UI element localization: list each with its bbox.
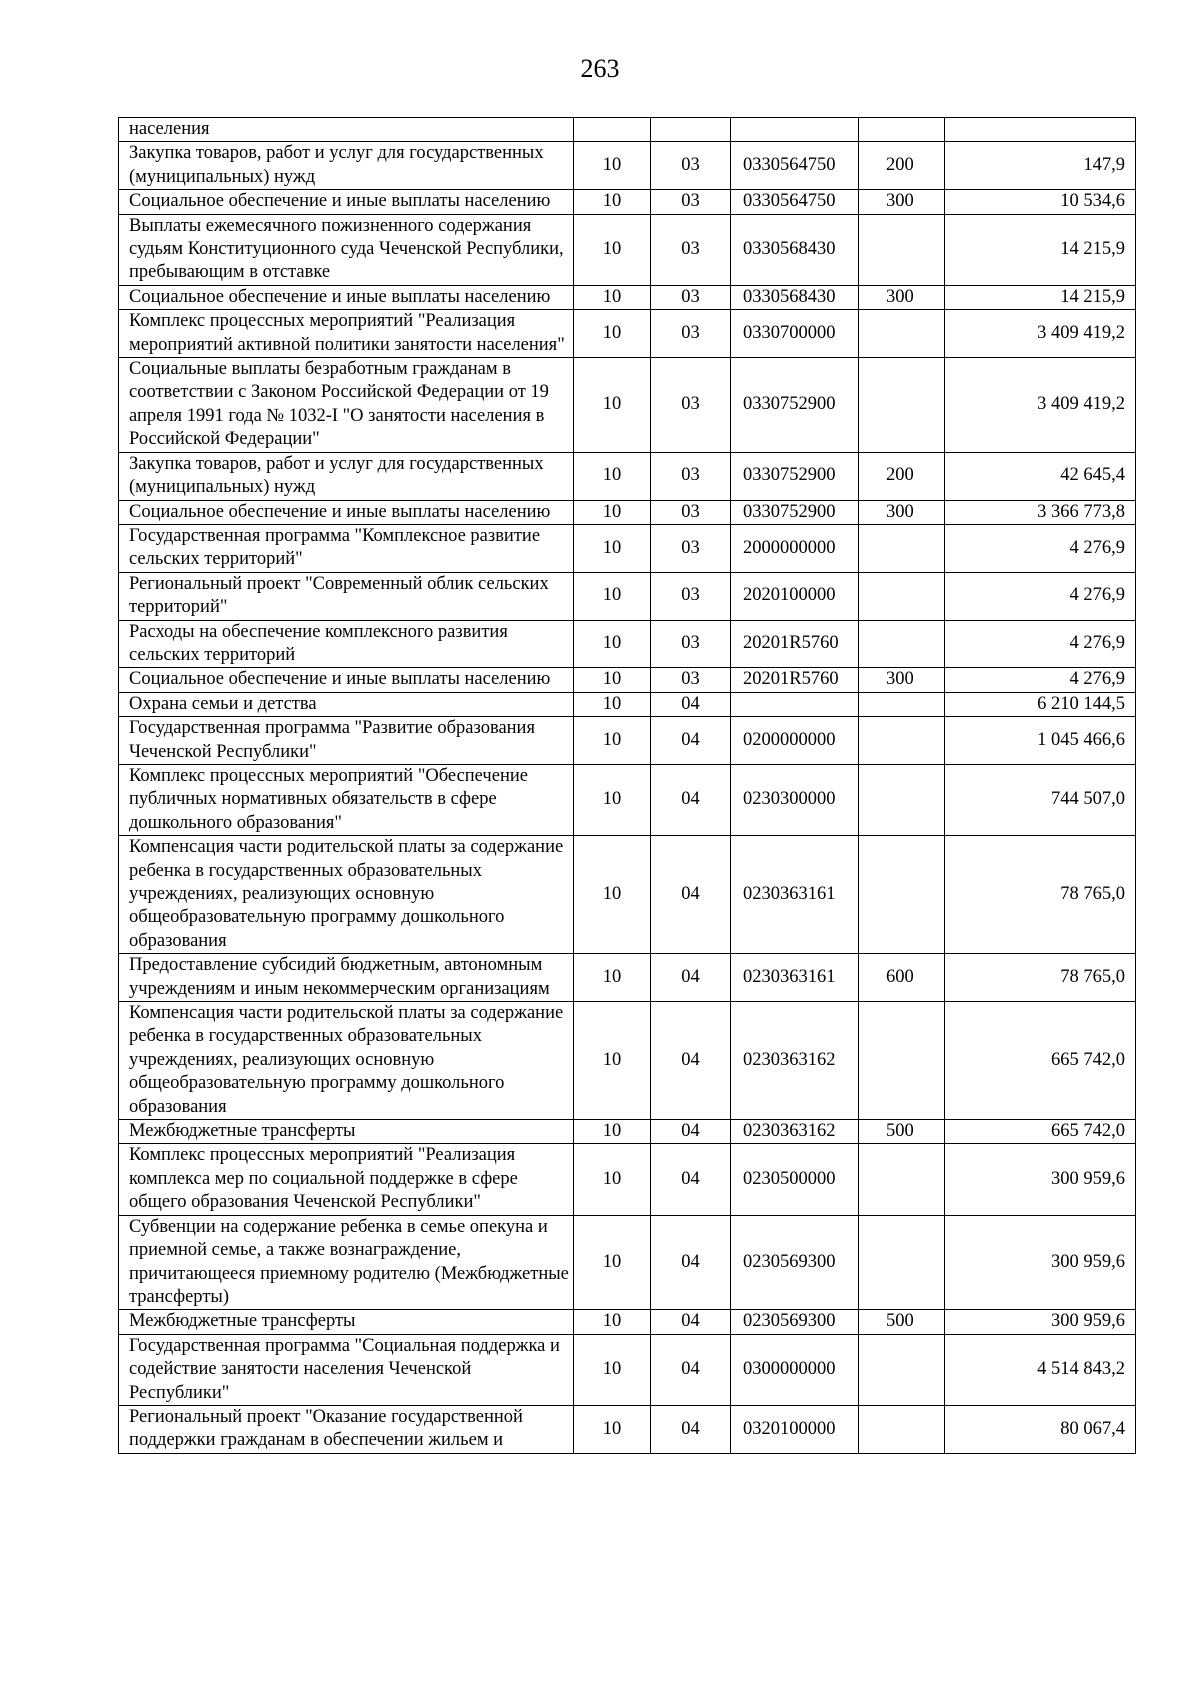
cell-pr: 03: [651, 620, 731, 668]
cell-csr: 0230363162: [731, 1002, 859, 1120]
cell-sum: 4 276,9: [945, 524, 1136, 572]
cell-name: Социальное обеспечение и иные выплаты населению: [119, 285, 574, 309]
cell-vr: 200: [859, 452, 945, 500]
cell-name: Государственная программа "Социальная поддержка и содействие занятости населения Чеченской Республики": [119, 1334, 574, 1405]
cell-rz: 10: [574, 1215, 651, 1310]
cell-csr: 0200000000: [731, 717, 859, 765]
cell-vr: [859, 524, 945, 572]
table-row: [119, 310, 1136, 358]
cell-pr: 04: [651, 1144, 731, 1215]
cell-pr: 04: [651, 1002, 731, 1120]
cell-rz: 10: [574, 572, 651, 620]
table-row: [119, 1120, 1136, 1144]
cell-name: Региональный проект "Современный облик сельских территорий": [119, 572, 574, 620]
cell-name: Социальное обеспечение и иные выплаты населению: [119, 500, 574, 524]
cell-sum: 4 276,9: [945, 668, 1136, 692]
cell-csr: 0230569300: [731, 1215, 859, 1310]
cell-rz: 10: [574, 1002, 651, 1120]
cell-vr: 200: [859, 142, 945, 190]
table-row: [119, 118, 1136, 142]
cell-csr: 0330568430: [731, 285, 859, 309]
cell-vr: 500: [859, 1310, 945, 1334]
cell-rz: 10: [574, 1334, 651, 1405]
cell-rz: 10: [574, 310, 651, 358]
cell-csr: 0300000000: [731, 1334, 859, 1405]
cell-rz: 10: [574, 214, 651, 285]
cell-sum: 3 409 419,2: [945, 358, 1136, 453]
cell-sum: 300 959,6: [945, 1215, 1136, 1310]
cell-csr: 20201R5760: [731, 620, 859, 668]
table-row: [119, 500, 1136, 524]
cell-rz: 10: [574, 524, 651, 572]
table-row: [119, 668, 1136, 692]
cell-rz: 10: [574, 692, 651, 716]
table-row: [119, 1144, 1136, 1215]
cell-rz: 10: [574, 358, 651, 453]
cell-vr: [859, 620, 945, 668]
cell-sum: 4 276,9: [945, 572, 1136, 620]
cell-vr: 300: [859, 285, 945, 309]
page-number: 263: [580, 54, 620, 83]
cell-vr: [859, 214, 945, 285]
cell-sum: 10 534,6: [945, 190, 1136, 214]
cell-rz: 10: [574, 836, 651, 954]
cell-rz: 10: [574, 452, 651, 500]
cell-pr: 04: [651, 836, 731, 954]
cell-csr: 0330700000: [731, 310, 859, 358]
cell-rz: 10: [574, 668, 651, 692]
cell-sum: 744 507,0: [945, 764, 1136, 835]
cell-rz: 10: [574, 285, 651, 309]
cell-name: Закупка товаров, работ и услуг для государственных (муниципальных) нужд: [119, 452, 574, 500]
cell-sum: 42 645,4: [945, 452, 1136, 500]
table-row: [119, 1334, 1136, 1405]
cell-vr: [859, 572, 945, 620]
cell-pr: 04: [651, 1334, 731, 1405]
cell-name: Выплаты ежемесячного пожизненного содержания судьям Конституционного суда Чеченской Республики, пребывающим в отставке: [119, 214, 574, 285]
cell-name: Комплекс процессных мероприятий "Реализация комплекса мер по социальной поддержке в сфере общего образования Чеченской Республики": [119, 1144, 574, 1215]
cell-vr: [859, 1144, 945, 1215]
cell-rz: 10: [574, 764, 651, 835]
cell-pr: 04: [651, 1310, 731, 1334]
cell-vr: [859, 358, 945, 453]
table-row: [119, 1310, 1136, 1334]
cell-pr: 04: [651, 954, 731, 1002]
cell-csr: [731, 118, 859, 142]
cell-sum: 147,9: [945, 142, 1136, 190]
table-row: [119, 285, 1136, 309]
cell-csr: 20201R5760: [731, 668, 859, 692]
cell-sum: 14 215,9: [945, 214, 1136, 285]
cell-csr: 2020100000: [731, 572, 859, 620]
table-row: [119, 190, 1136, 214]
cell-csr: [731, 692, 859, 716]
cell-pr: 04: [651, 692, 731, 716]
cell-sum: 6 210 144,5: [945, 692, 1136, 716]
cell-pr: 03: [651, 285, 731, 309]
table-row: [119, 836, 1136, 954]
cell-pr: 03: [651, 500, 731, 524]
cell-name: Закупка товаров, работ и услуг для государственных (муниципальных) нужд: [119, 142, 574, 190]
cell-name: Компенсация части родительской платы за содержание ребенка в государственных образовательных учреждениях, реализующих основную общеобразовательную программу дошкольного образования: [119, 836, 574, 954]
cell-name: Комплекс процессных мероприятий "Реализация мероприятий активной политики занятости населения": [119, 310, 574, 358]
cell-vr: [859, 118, 945, 142]
cell-rz: 10: [574, 190, 651, 214]
cell-sum: 665 742,0: [945, 1002, 1136, 1120]
cell-csr: 0330568430: [731, 214, 859, 285]
cell-sum: 78 765,0: [945, 954, 1136, 1002]
cell-sum: [945, 118, 1136, 142]
cell-vr: [859, 1215, 945, 1310]
cell-sum: 300 959,6: [945, 1310, 1136, 1334]
cell-name: Расходы на обеспечение комплексного развития сельских территорий: [119, 620, 574, 668]
cell-name: Социальные выплаты безработным гражданам в соответствии с Законом Российской Федерации от 19 апреля 1991 года № 1032-I "О занятости населения в Российской Федерации": [119, 358, 574, 453]
cell-rz: 10: [574, 954, 651, 1002]
cell-name: Межбюджетные трансферты: [119, 1120, 574, 1144]
table-row: [119, 1215, 1136, 1310]
cell-pr: 03: [651, 358, 731, 453]
cell-name: Межбюджетные трансферты: [119, 1310, 574, 1334]
cell-pr: 03: [651, 452, 731, 500]
cell-vr: 600: [859, 954, 945, 1002]
cell-pr: [651, 118, 731, 142]
cell-name: Государственная программа "Развитие образования Чеченской Республики": [119, 717, 574, 765]
table-row: [119, 692, 1136, 716]
cell-csr: 0230363162: [731, 1120, 859, 1144]
cell-rz: 10: [574, 620, 651, 668]
cell-vr: [859, 1002, 945, 1120]
table-row: [119, 954, 1136, 1002]
cell-pr: 03: [651, 524, 731, 572]
table-row: [119, 524, 1136, 572]
table-row: [119, 1405, 1136, 1453]
cell-sum: 3 409 419,2: [945, 310, 1136, 358]
cell-pr: 03: [651, 572, 731, 620]
cell-csr: 0330752900: [731, 500, 859, 524]
table-row: [119, 452, 1136, 500]
budget-table: [118, 117, 1136, 1454]
cell-vr: [859, 1405, 945, 1453]
cell-rz: 10: [574, 1310, 651, 1334]
cell-vr: 300: [859, 500, 945, 524]
cell-name: Региональный проект "Оказание государственной поддержки гражданам в обеспечении жильем и: [119, 1405, 574, 1453]
cell-csr: 0330564750: [731, 142, 859, 190]
cell-csr: 0330752900: [731, 358, 859, 453]
cell-name: Охрана семьи и детства: [119, 692, 574, 716]
cell-pr: 04: [651, 1405, 731, 1453]
cell-rz: 10: [574, 1120, 651, 1144]
table-row: [119, 214, 1136, 285]
cell-rz: [574, 118, 651, 142]
cell-pr: 03: [651, 668, 731, 692]
table-row: [119, 572, 1136, 620]
cell-rz: 10: [574, 142, 651, 190]
cell-csr: 2000000000: [731, 524, 859, 572]
cell-pr: 04: [651, 717, 731, 765]
cell-csr: 0230500000: [731, 1144, 859, 1215]
cell-sum: 14 215,9: [945, 285, 1136, 309]
cell-pr: 04: [651, 1215, 731, 1310]
cell-pr: 03: [651, 190, 731, 214]
cell-sum: 3 366 773,8: [945, 500, 1136, 524]
cell-rz: 10: [574, 717, 651, 765]
cell-rz: 10: [574, 1405, 651, 1453]
cell-name: Предоставление субсидий бюджетным, автономным учреждениям и иным некоммерческим организациям: [119, 954, 574, 1002]
cell-name: Компенсация части родительской платы за содержание ребенка в государственных образовательных учреждениях, реализующих основную общеобразовательную программу дошкольного образования: [119, 1002, 574, 1120]
cell-sum: 4 276,9: [945, 620, 1136, 668]
cell-csr: 0330752900: [731, 452, 859, 500]
cell-name: Государственная программа "Комплексное развитие сельских территорий": [119, 524, 574, 572]
cell-pr: 03: [651, 142, 731, 190]
cell-rz: 10: [574, 500, 651, 524]
table-row: [119, 764, 1136, 835]
cell-csr: 0230300000: [731, 764, 859, 835]
cell-pr: 03: [651, 214, 731, 285]
cell-vr: 300: [859, 668, 945, 692]
cell-rz: 10: [574, 1144, 651, 1215]
cell-name: Субвенции на содержание ребенка в семье опекуна и приемной семье, а также вознаграждение, причитающееся приемному родителю (Межбюджетные трансферты): [119, 1215, 574, 1310]
cell-sum: 4 514 843,2: [945, 1334, 1136, 1405]
cell-name: Комплекс процессных мероприятий "Обеспечение публичных нормативных обязательств в сфере дошкольного образования": [119, 764, 574, 835]
cell-name: населения: [119, 118, 574, 142]
cell-vr: [859, 717, 945, 765]
table-row: [119, 620, 1136, 668]
cell-vr: 500: [859, 1120, 945, 1144]
cell-vr: [859, 310, 945, 358]
cell-pr: 04: [651, 1120, 731, 1144]
cell-csr: 0230363161: [731, 836, 859, 954]
cell-csr: 0230363161: [731, 954, 859, 1002]
cell-vr: 300: [859, 190, 945, 214]
cell-sum: 1 045 466,6: [945, 717, 1136, 765]
cell-sum: 300 959,6: [945, 1144, 1136, 1215]
cell-vr: [859, 764, 945, 835]
cell-sum: 78 765,0: [945, 836, 1136, 954]
table-row: [119, 142, 1136, 190]
table-row: [119, 1002, 1136, 1120]
cell-csr: 0330564750: [731, 190, 859, 214]
cell-pr: 03: [651, 310, 731, 358]
cell-vr: [859, 1334, 945, 1405]
cell-vr: [859, 692, 945, 716]
table-row: [119, 717, 1136, 765]
table-row: [119, 358, 1136, 453]
cell-sum: 80 067,4: [945, 1405, 1136, 1453]
cell-sum: 665 742,0: [945, 1120, 1136, 1144]
cell-pr: 04: [651, 764, 731, 835]
cell-csr: 0320100000: [731, 1405, 859, 1453]
cell-name: Социальное обеспечение и иные выплаты населению: [119, 668, 574, 692]
cell-csr: 0230569300: [731, 1310, 859, 1334]
cell-vr: [859, 836, 945, 954]
cell-name: Социальное обеспечение и иные выплаты населению: [119, 190, 574, 214]
